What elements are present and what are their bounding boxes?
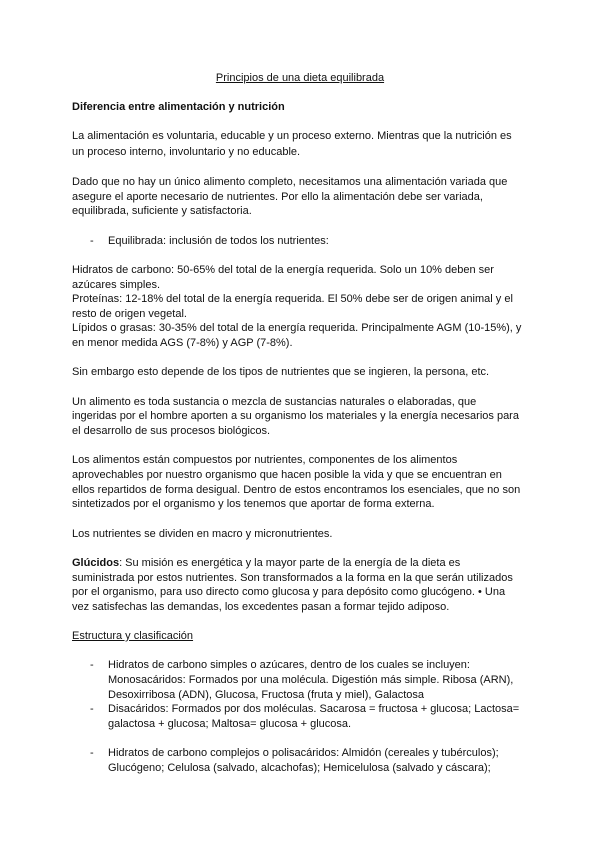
list-item-line: Hidratos de carbono simples o azúcares, dentro de los cuales se incluyen: <box>108 659 470 671</box>
paragraph-line: vez satisfechas las demandas, los excedentes pasan a formar tejido adiposo. <box>72 601 450 613</box>
list-item-line: galactosa + glucosa; Maltosa= glucosa + glucosa. <box>108 718 352 730</box>
paragraph-line: el desarrollo de sus procesos biológicos. <box>72 425 271 437</box>
paragraph-line: un proceso interno, involuntario y no educable. <box>72 146 301 158</box>
paragraph-line: Lípidos o grasas: 30-35% del total de la energía requerida. Principalmente AGM (10-15%), y <box>72 322 522 334</box>
paragraph-line: azúcares simples. <box>72 279 161 291</box>
paragraph-line: por el organismo, para uso directo como glucosa y para depósito como glucógeno. • Una <box>72 586 506 598</box>
bullet-marker: - <box>90 235 94 247</box>
list-item-line: Glucógeno; Celulosa (salvado, alcachofas); Hemicelulosa (salvado y cáscara); <box>108 762 491 774</box>
paragraph-line: en menor medida AGS (7-8%) y AGP (7-8%). <box>72 337 293 349</box>
bullet-marker: - <box>90 703 94 715</box>
paragraph-line: Hidratos de carbono: 50-65% del total de la energía requerida. Solo un 10% deben ser <box>72 264 494 276</box>
list-item-line: Desoxirribosa (ADN), Glucosa, Fructosa (fruta y miel), Galactosa <box>108 689 425 701</box>
paragraph-line: ellos repartidos de forma desigual. Dentro de estos encontramos los esenciales, que no son <box>72 484 521 496</box>
paragraph-line: aprovechables por nuestro organismo que hacen posible la vida y que se encuentran en <box>72 469 502 481</box>
paragraph-line <box>72 557 460 570</box>
paragraph-line: Proteínas: 12-18% del total de la energía requerida. El 50% debe ser de origen animal y el <box>72 293 513 305</box>
subheading: Estructura y clasificación <box>72 630 194 642</box>
paragraph-line: suministrada por estos nutrientes. Son transformados a la forma en la que serán utilizados <box>72 572 513 584</box>
section-heading: Diferencia entre alimentación y nutrición <box>72 101 285 113</box>
paragraph-text: : Su misión es energética y la mayor parte de la energía de la dieta es <box>119 557 461 569</box>
paragraph-line: ingeridas por el hombre aporten a su organismo los materiales y la energía necesarios para <box>72 410 519 422</box>
paragraph-line: La alimentación es voluntaria, educable y un proceso externo. Mientras que la nutrición es <box>72 130 512 142</box>
document-title: Principios de una dieta equilibrada <box>215 72 385 84</box>
list-item-line: Disacáridos: Formados por dos moléculas. Sacarosa = fructosa + glucosa; Lactosa= <box>108 703 520 715</box>
list-item-line: Hidratos de carbono complejos o polisacáridos: Almidón (cereales y tubérculos); <box>108 747 499 759</box>
bullet-text: Equilibrada: inclusión de todos los nutrientes: <box>108 235 329 247</box>
paragraph-line: Un alimento es toda sustancia o mezcla de sustancias naturales o elaboradas, que <box>72 396 477 408</box>
paragraph-line: Dado que no hay un único alimento completo, necesitamos una alimentación variada que <box>72 176 508 188</box>
paragraph-line: equilibrada, suficiente y satisfactoria. <box>72 205 252 217</box>
paragraph-line: Sin embargo esto depende de los tipos de nutrientes que se ingieren, la persona, etc. <box>72 366 490 378</box>
bold-term: Glúcidos <box>72 557 120 569</box>
list-item-line: Monosacáridos: Formados por una molécula. Digestión más simple. Ribosa (ARN), <box>108 674 514 686</box>
bullet-marker: - <box>90 659 94 671</box>
paragraph-line: resto de origen vegetal. <box>72 308 187 320</box>
paragraph-line: asegure el aporte necesario de nutrientes. Por ello la alimentación debe ser variada, <box>72 191 483 203</box>
paragraph-line: sintetizados por el organismo y los tenemos que aportar de forma externa. <box>72 498 435 510</box>
paragraph-line: Los nutrientes se dividen en macro y micronutrientes. <box>72 528 333 540</box>
paragraph-line: Los alimentos están compuestos por nutrientes, componentes de los alimentos <box>72 454 458 466</box>
bullet-marker: - <box>90 747 94 759</box>
